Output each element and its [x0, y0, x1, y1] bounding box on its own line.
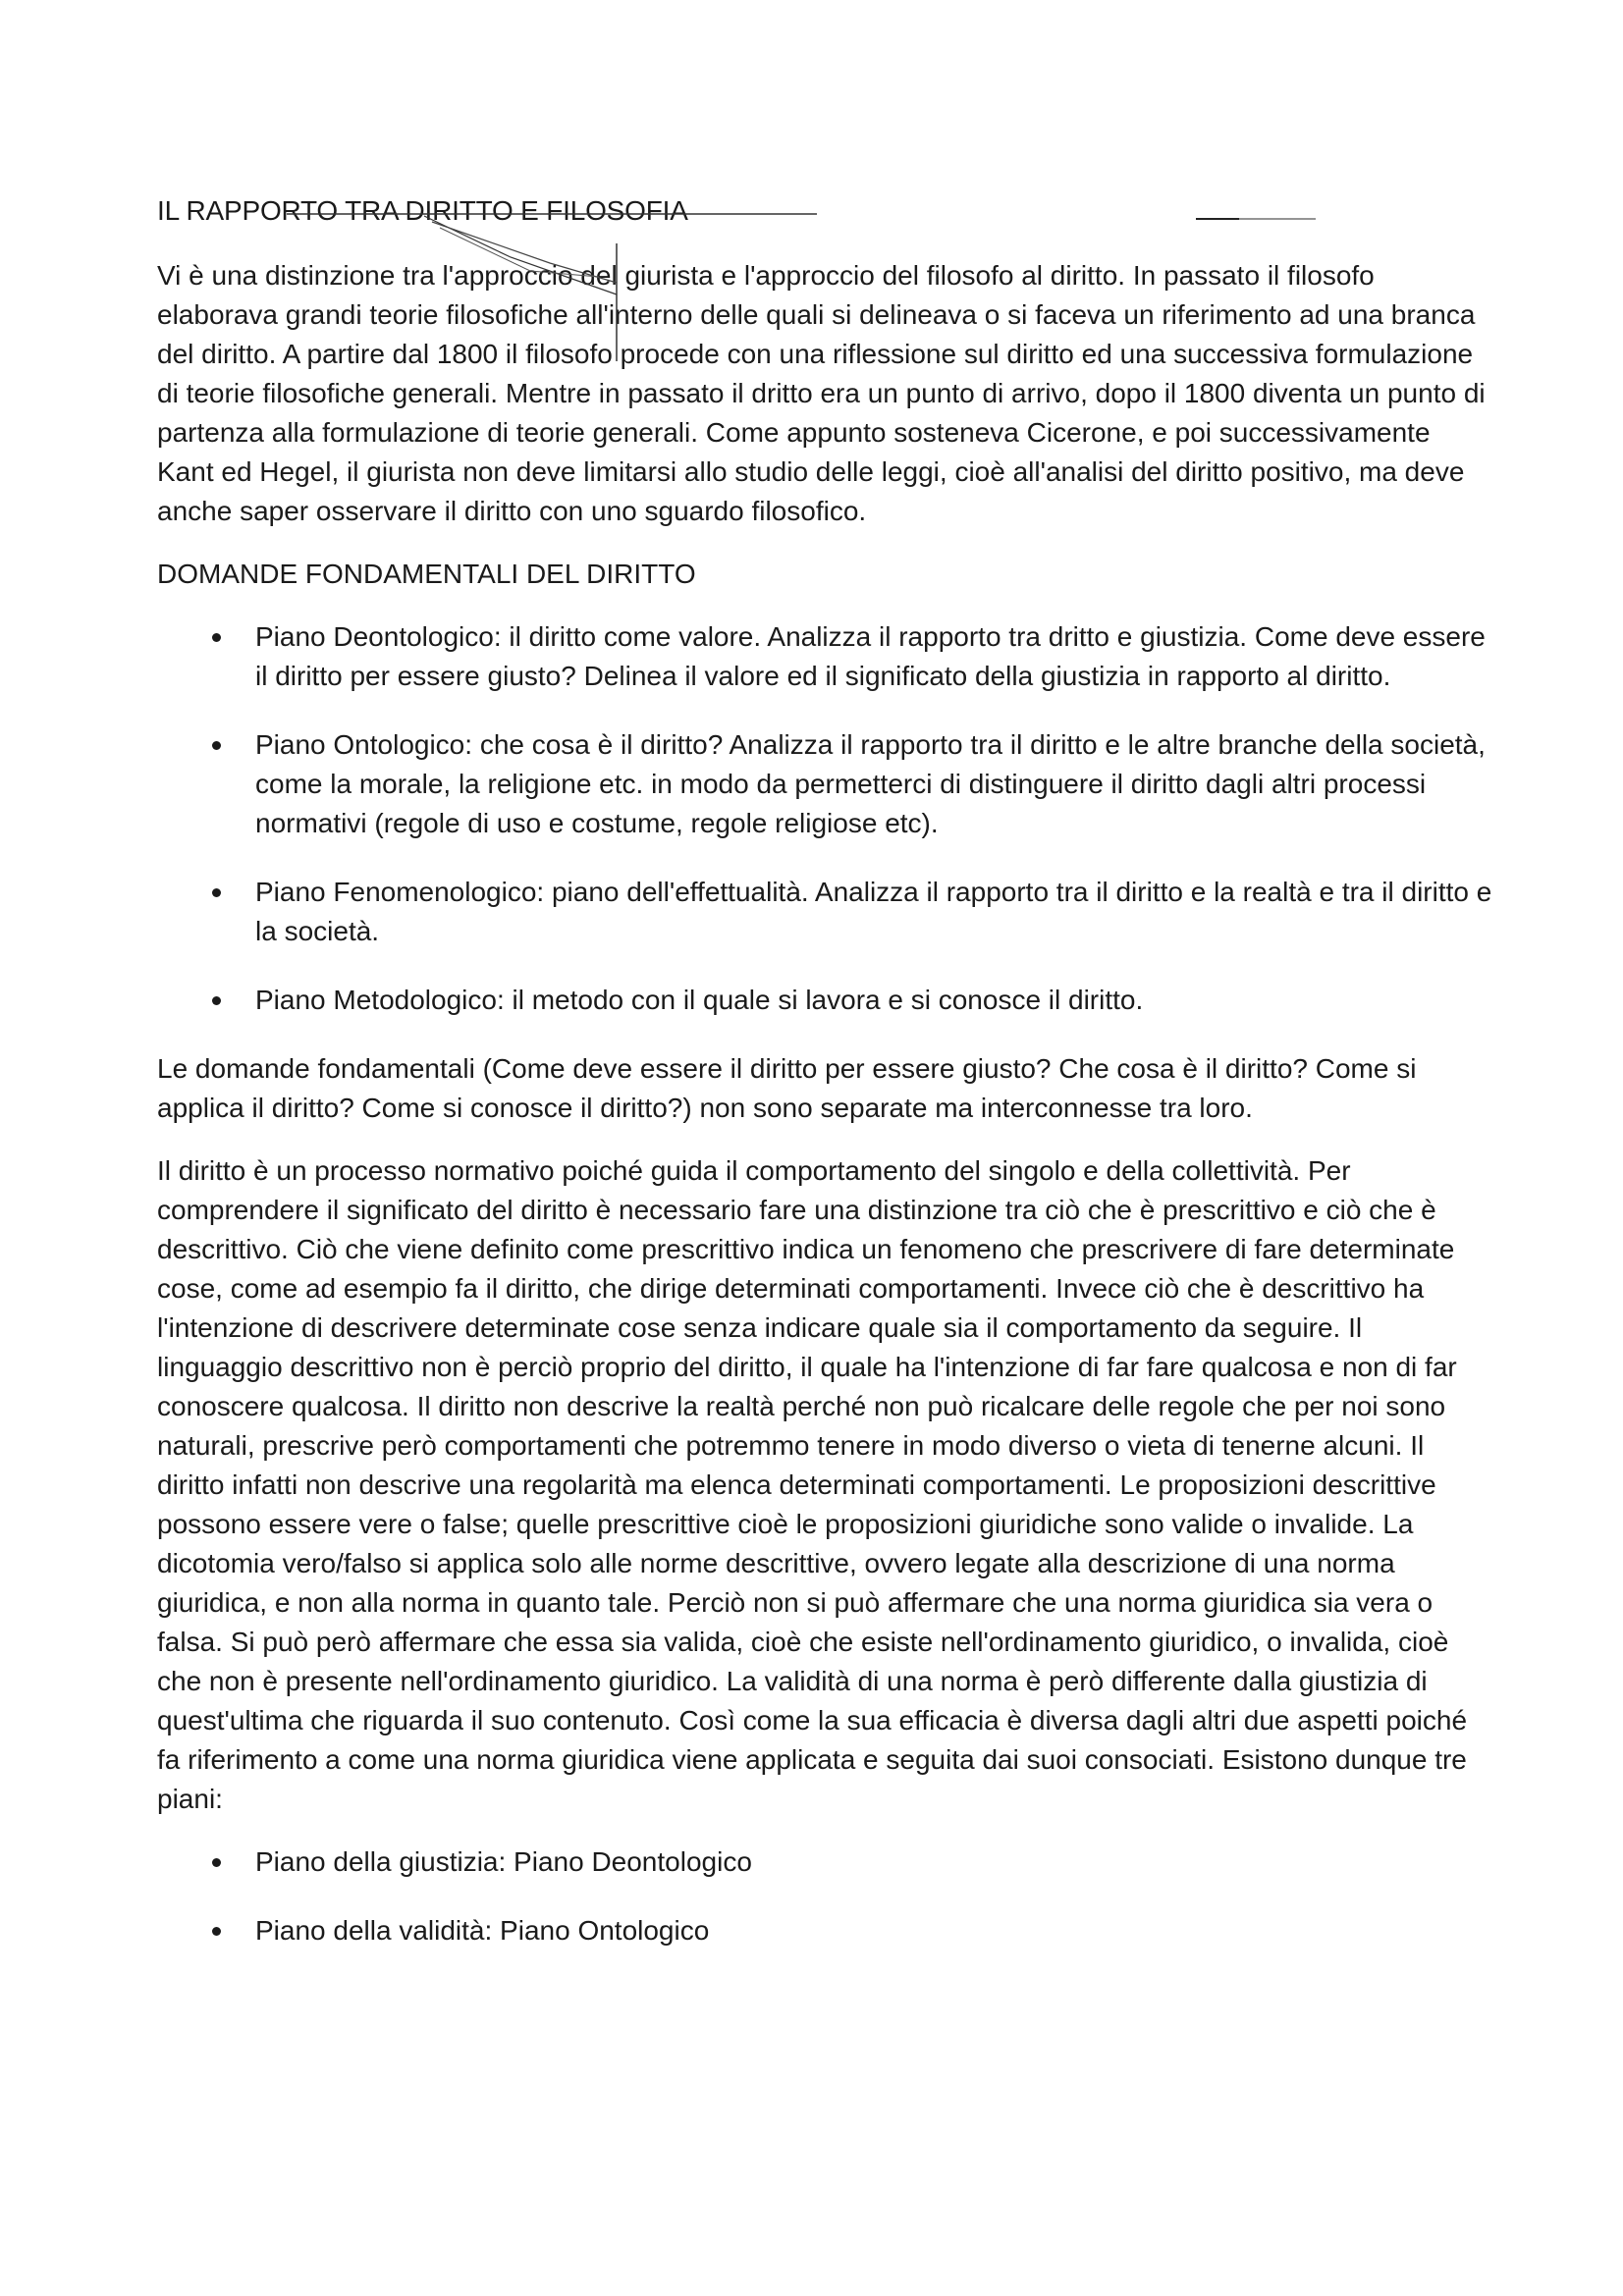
list-item	[157, 1842, 1492, 1882]
bullet-icon	[212, 1927, 221, 1936]
list-item-text: Piano della validità: Piano Ontologico	[255, 1915, 710, 1946]
list-item	[157, 873, 1492, 951]
bullet-icon	[212, 888, 221, 897]
bullet-icon	[212, 1858, 221, 1867]
list-item	[157, 1911, 1492, 1950]
bullet-icon	[212, 741, 221, 750]
bullet-icon	[212, 633, 221, 642]
questions-list	[157, 617, 1492, 1020]
questions-paragraph: Le domande fondamentali (Come deve essere il diritto per essere giusto? Che cosa è il diritto? Come si applica il diritto? Come si conosce il diritto?) non sono separate ma interconnesse tra loro.	[157, 1053, 1417, 1123]
bullet-icon	[212, 996, 221, 1005]
document-title: IL RAPPORTO TRA DIRITTO E FILOSOFIA	[157, 195, 688, 226]
document-body	[157, 191, 1492, 1980]
list-item	[157, 617, 1492, 696]
list-item-text: Piano Deontologico: il diritto come valore. Analizza il rapporto tra dritto e giustizia. Come deve essere il diritto per essere giusto? Delinea il valore ed il significato della giustizia in rapporto al diritto.	[255, 621, 1486, 691]
section-heading: DOMANDE FONDAMENTALI DEL DIRITTO	[157, 559, 696, 589]
list-item	[157, 981, 1492, 1020]
normative-paragraph: Il diritto è un processo normativo poiché guida il comportamento del singolo e della collettività. Per comprendere il significato del diritto è necessario fare una distinzione tra ciò che è prescrittivo e ciò che è descrittivo. Ciò che viene definito come prescrittivo indica un fenomeno che prescrivere di fare determinate cose, come ad esempio fa il diritto, che dirige determinati comportamenti. Invece ciò che è descrittivo ha l'intenzione di descrivere determinate cose senza indicare quale sia il comportamento da seguire. Il linguaggio descrittivo non è perciò proprio del diritto, il quale ha l'intenzione di far fare qualcosa e non di far conoscere qualcosa. Il diritto non descrive la realtà perché non può ricalcare delle regole che per noi sono naturali, prescrive però comportamenti che potremmo tenere in modo diverso o vieta di tenerne alcuni. Il diritto infatti non descrive una regolarità ma elenca determinati comportamenti. Le proposizioni descrittive possono essere vere o false; quelle prescrittive cioè le proposizioni giuridiche sono valide o invalide. La dicotomia vero/falso si applica solo alle norme descrittive, ovvero legate alla descrizione di una norma giuridica, e non alla norma in quanto tale. Perciò non si può affermare che una norma giuridica sia vera o falsa. Si può però affermare che essa sia valida, cioè che esiste nell'ordinamento giuridico, o invalida, cioè che non è presente nell'ordinamento giuridico. La validità di una norma è però differente dalla giustizia di quest'ultima che riguarda il suo contenuto. Così come la sua efficacia è diversa dagli altri due aspetti poiché fa riferimento a come una norma giuridica viene applicata e seguita dai suoi consociati. Esistono dunque tre piani:	[157, 1155, 1468, 1814]
list-item-text: Piano Metodologico: il metodo con il quale si lavora e si conosce il diritto.	[255, 985, 1144, 1015]
intro-paragraph: Vi è una distinzione tra l'approccio del giurista e l'approccio del filosofo al diritto. In passato il filosofo elaborava grandi teorie filosofiche all'interno delle quali si delineava o si faceva un riferimento ad una branca del diritto. A partire dal 1800 il filosofo procede con una riflessione sul diritto ed una successiva formulazione di teorie filosofiche generali. Mentre in passato il dritto era un punto di arrivo, dopo il 1800 diventa un punto di partenza alla formulazione di teorie generali. Come appunto sosteneva Cicerone, e poi successivamente Kant ed Hegel, il giurista non deve limitarsi allo studio delle leggi, cioè all'analisi del diritto positivo, ma deve anche saper osservare il diritto con uno sguardo filosofico.	[157, 260, 1486, 526]
list-item	[157, 725, 1492, 843]
list-item-text: Piano Ontologico: che cosa è il diritto? Analizza il rapporto tra il diritto e le altre branche della società, come la morale, la religione etc. in modo da permetterci di distinguere il diritto dagli altri processi normativi (regole di uso e costume, regole religiose etc).	[255, 729, 1486, 838]
list-item-text: Piano della giustizia: Piano Deontologico	[255, 1846, 752, 1877]
list-item-text: Piano Fenomenologico: piano dell'effettualità. Analizza il rapporto tra il diritto e la realtà e tra il diritto e la società.	[255, 877, 1492, 946]
planes-list	[157, 1842, 1492, 1950]
